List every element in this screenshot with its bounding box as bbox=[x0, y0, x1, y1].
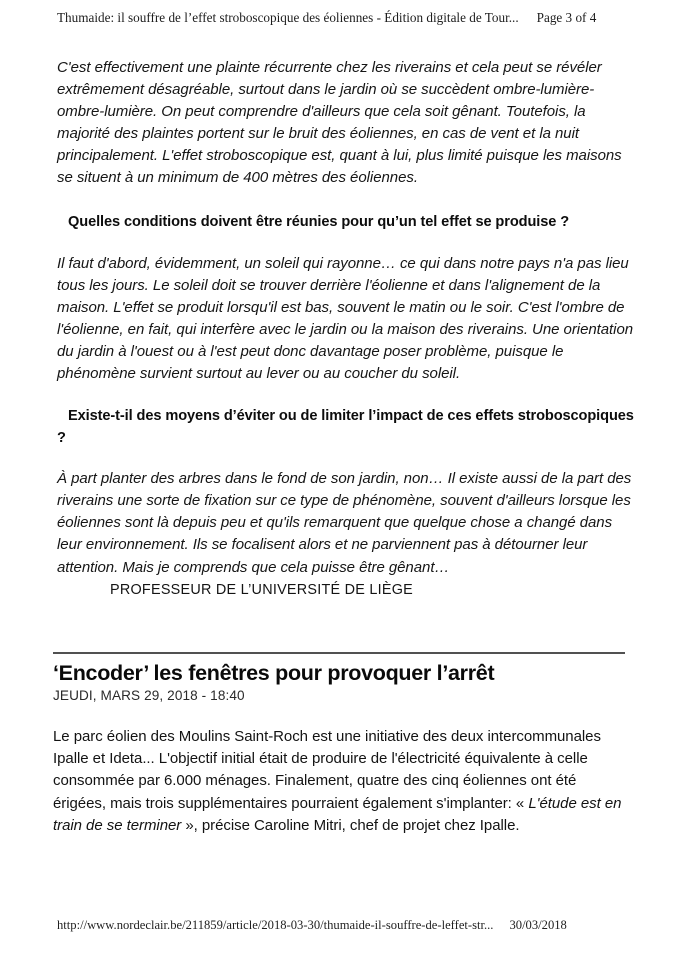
spacer bbox=[57, 190, 637, 211]
article-body bbox=[53, 726, 625, 837]
print-header-page-indicator: Page 3 of 4 bbox=[536, 10, 597, 25]
interview-content bbox=[57, 57, 637, 579]
print-header-document-title: Thumaide: il souffre de l’effet stroboscopique des éoliennes - Édition digitale de Tour... bbox=[57, 10, 519, 25]
interview-answer-1: C'est effectivement une plainte récurrente chez les riverains et cela peut se révéler extrêmement désagréable, surtout dans le jardin où se succèdent ombre-lumière-ombre-lumière. On peut comprendre d'ailleurs que cela soit gênant. Toutefois, la majorité des plaintes portent sur le bruit des éoliennes, en cas de vent et la nuit principalement. L'effet stroboscopique est, quant à lui, plus limité puisque les maisons se situent à un minimum de 400 mètres des éoliennes. bbox=[57, 59, 622, 187]
spacer bbox=[57, 449, 637, 468]
interview-answer-3: À part planter des arbres dans le fond de son jardin, non… Il existe aussi de la part des riverains une sorte de fixation sur ce type de phénomène, souvent d'ailleurs lorsque les éoliennes sont là depuis peu et qu'ils remarquent que quelque chose a changé dans leur environnement. Ils se focalisent alors et ne parviennent pas à détourner leur attention. Mais je comprends que cela puisse être gênant… bbox=[57, 470, 632, 576]
article-body-part-1: Le parc éolien des Moulins Saint-Roch est une initiative des deux intercommunales Ipalle et Ideta... L'objectif initial était de produire de l'électricité équivalente à celle consommée par 6.000 ménages. Finalement, quatre des cinq éoliennes ont été érigées, mais trois supplémentaires pourraient également s'implanter: « bbox=[53, 728, 601, 812]
interview-question-2: Existe-t-il des moyens d’éviter ou de limiter l’impact de ces effets stroboscopiques ? bbox=[57, 408, 634, 447]
article-headline: ‘Encoder’ les fenêtres pour provoquer l’arrêt bbox=[53, 661, 495, 685]
print-header bbox=[57, 10, 639, 26]
second-article bbox=[53, 652, 625, 837]
article-body-quote: L'étude est en train de se terminer bbox=[53, 794, 622, 834]
print-footer-date: 30/03/2018 bbox=[509, 918, 567, 932]
spacer bbox=[57, 233, 637, 253]
article-dateline: JEUDI, MARS 29, 2018 - 18:40 bbox=[53, 688, 245, 703]
article-body-part-2: », précise Caroline Mitri, chef de projet chez Ipalle. bbox=[181, 816, 520, 834]
interview-answer-2: Il faut d'abord, évidemment, un soleil qui rayonne… ce qui dans notre pays n'a pas lieu tous les jours. Le soleil doit se trouver derrière l'éolienne et dans l'alignement de la maison. L'effet se produit lorsqu'il est bas, souvent le matin ou le soir. C'est l'ombre de l'éolienne, en fait, qui interfère avec le jardin ou la maison des riverains. Une orientation du jardin à l'ouest ou à l'est peut donc davantage poser problème, puisque le phénomène survient surtout au lever ou au coucher du soleil. bbox=[57, 254, 634, 383]
print-footer-url: http://www.nordeclair.be/211859/article/2018-03-30/thumaide-il-souffre-de-leffet-str... bbox=[57, 918, 494, 932]
headline-divider bbox=[53, 652, 625, 654]
print-footer bbox=[57, 917, 649, 933]
spacer bbox=[57, 385, 637, 405]
interview-question-1: Quelles conditions doivent être réunies pour qu’un tel effet se produise ? bbox=[68, 213, 570, 230]
interview-attribution: PROFESSEUR DE L’UNIVERSITÉ DE LIÈGE bbox=[110, 582, 414, 598]
